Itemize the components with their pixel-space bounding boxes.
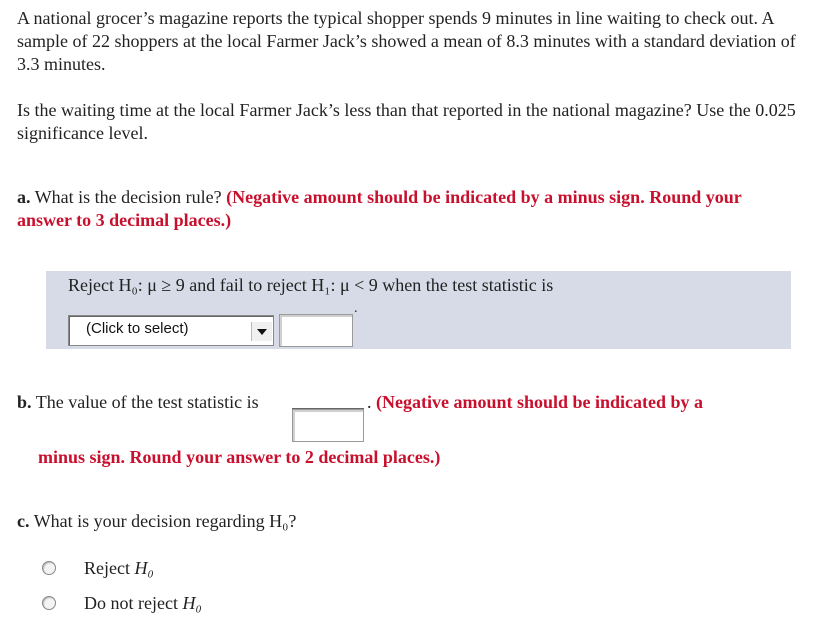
critical-value-input[interactable] [279, 314, 353, 347]
select-value: (Click to select) [86, 320, 189, 337]
part-c-prompt [17, 509, 296, 533]
part-a-prompt [17, 186, 797, 232]
radio-button[interactable] [42, 596, 56, 610]
decision-rule-panel [46, 271, 791, 349]
radio-button[interactable] [42, 561, 56, 575]
option-label: Reject H₀ [84, 558, 154, 578]
part-b-letter: b. [17, 392, 32, 412]
part-a-instruction: (Negative amount should be indicated by a minus sign. Round your answer to 3 decimal places.) [17, 187, 742, 230]
problem-statement: A national grocer’s magazine reports the typical shopper spends 9 minutes in line waiting to check out. A sample of 22 shoppers at the local Farmer Jack’s showed a mean of 8.3 minutes with a standard deviation of 3.3 minutes. [17, 8, 796, 74]
part-c-text: What is your decision regarding H₀? [33, 511, 297, 531]
part-b-instruction-line1: (Negative amount should be indicated by a [376, 392, 704, 412]
part-b-instruction-1 [367, 390, 703, 414]
part-c-letter: c. [17, 511, 30, 531]
part-b-prompt [17, 390, 259, 414]
part-a-letter: a. [17, 187, 31, 207]
option-label: Do not reject H₀ [84, 593, 202, 613]
decision-rule-text: Reject H₀: μ ≥ 9 and fail to reject H₁: μ < 9 when the test statistic is [68, 275, 554, 295]
test-statistic-input[interactable] [292, 409, 364, 442]
tail-direction-select[interactable] [68, 315, 274, 346]
part-b-instruction-line2: minus sign. Round your answer to 2 decimal places.) [38, 447, 441, 467]
period: . [354, 301, 358, 316]
part-a-text: What is the decision rule? [34, 187, 222, 207]
problem-question: Is the waiting time at the local Farmer Jack’s less than that reported in the national magazine? Use the 0.025 significance level. [17, 100, 796, 143]
part-b-text: The value of the test statistic is [35, 392, 259, 412]
chevron-down-icon[interactable] [251, 322, 272, 341]
period: . [367, 392, 372, 412]
